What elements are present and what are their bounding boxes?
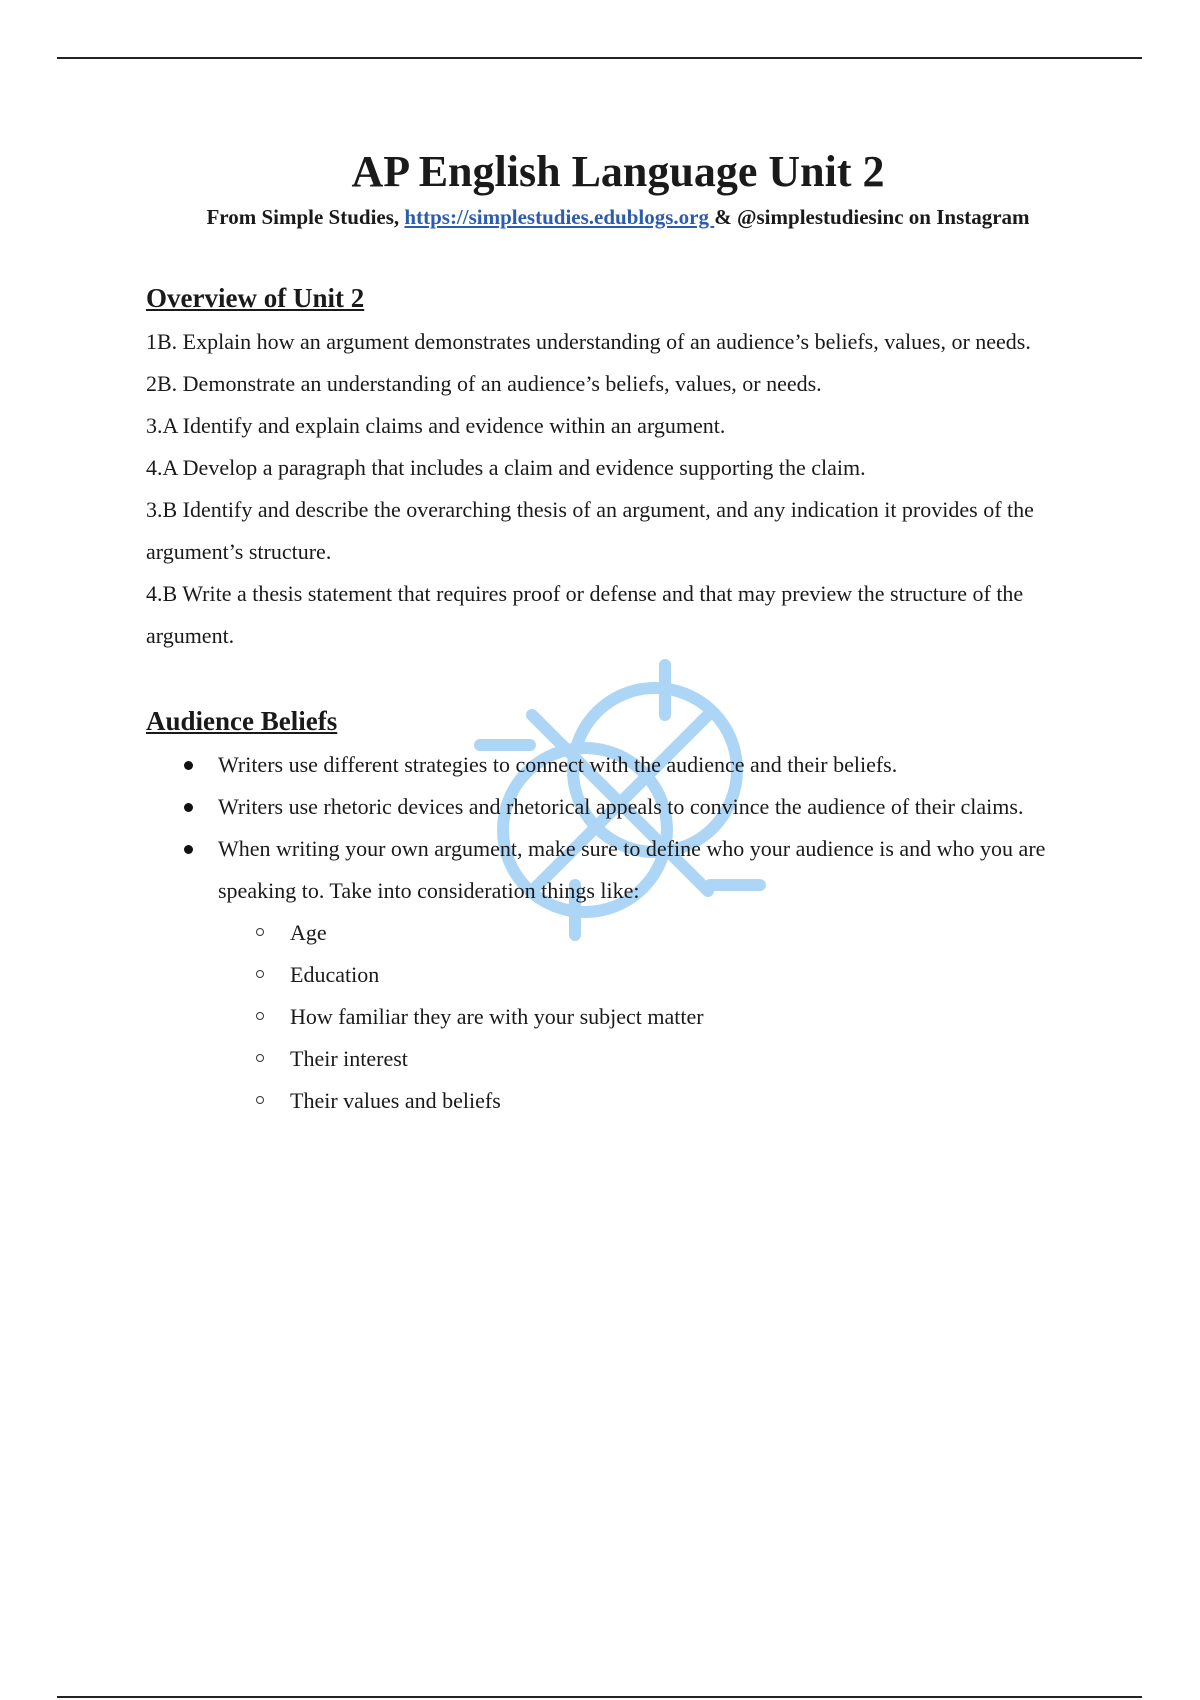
objective-1b: 1B. Explain how an argument demonstrates understanding of an audience’s beliefs, values, or needs. <box>146 329 1031 354</box>
hollow-bullet-icon <box>256 1054 264 1062</box>
sub-bullet-text: How familiar they are with your subject matter <box>290 1004 704 1029</box>
sub-list-item <box>218 1080 1096 1122</box>
sub-bullet-text: Their values and beliefs <box>290 1088 501 1113</box>
objective-2b: 2B. Demonstrate an understanding of an audience’s beliefs, values, or needs. <box>146 371 822 396</box>
hollow-bullet-icon <box>256 1096 264 1104</box>
list-item <box>146 744 1096 786</box>
bullet-text: When writing your own argument, make sure to define who your audience is and who you are speaking to. Take into consideration things like: <box>218 836 1046 903</box>
hollow-bullet-icon <box>256 928 264 936</box>
objective-4a: 4.A Develop a paragraph that includes a claim and evidence supporting the claim. <box>146 455 866 480</box>
document-title: AP English Language Unit 2 <box>351 147 885 196</box>
subtitle-suffix: & @simplestudiesinc on Instagram <box>714 205 1030 229</box>
list-item <box>146 828 1096 1122</box>
objective-3a: 3.A Identify and explain claims and evidence within an argument. <box>146 413 726 438</box>
bullet-dot-icon <box>184 845 193 854</box>
top-rule <box>57 57 1142 59</box>
bullet-text: Writers use rhetoric devices and rhetorical appeals to convince the audience of their claims. <box>218 794 1024 819</box>
simplestudies-link[interactable]: https://simplestudies.edublogs.org <box>404 205 715 229</box>
bullet-text: Writers use different strategies to connect with the audience and their beliefs. <box>218 752 898 777</box>
sub-list-item <box>218 996 1096 1038</box>
audience-sub-bullet-list <box>218 912 1096 1122</box>
overview-heading: Overview of Unit 2 <box>146 283 365 313</box>
sub-bullet-text: Age <box>290 920 327 945</box>
sub-list-item <box>218 954 1096 996</box>
section-spacer <box>146 657 1096 701</box>
audience-heading: Audience Beliefs <box>146 706 338 736</box>
bottom-rule <box>57 1696 1142 1698</box>
bullet-dot-icon <box>184 761 193 770</box>
hollow-bullet-icon <box>256 1012 264 1020</box>
sub-bullet-text: Their interest <box>290 1046 408 1071</box>
hollow-bullet-icon <box>256 970 264 978</box>
objective-4b: 4.B Write a thesis statement that requires proof or defense and that may preview the structure of the argument. <box>146 581 1024 648</box>
document-subtitle <box>0 202 1200 232</box>
bullet-dot-icon <box>184 803 193 812</box>
objective-3b: 3.B Identify and describe the overarching thesis of an argument, and any indication it provides of the argument’s structure. <box>146 497 1034 564</box>
sub-list-item <box>218 912 1096 954</box>
subtitle-prefix: From Simple Studies, <box>206 205 405 229</box>
sub-bullet-text: Education <box>290 962 380 987</box>
sub-list-item <box>218 1038 1096 1080</box>
document-body <box>146 278 1096 1122</box>
list-item <box>146 786 1096 828</box>
audience-bullet-list <box>146 744 1096 1122</box>
